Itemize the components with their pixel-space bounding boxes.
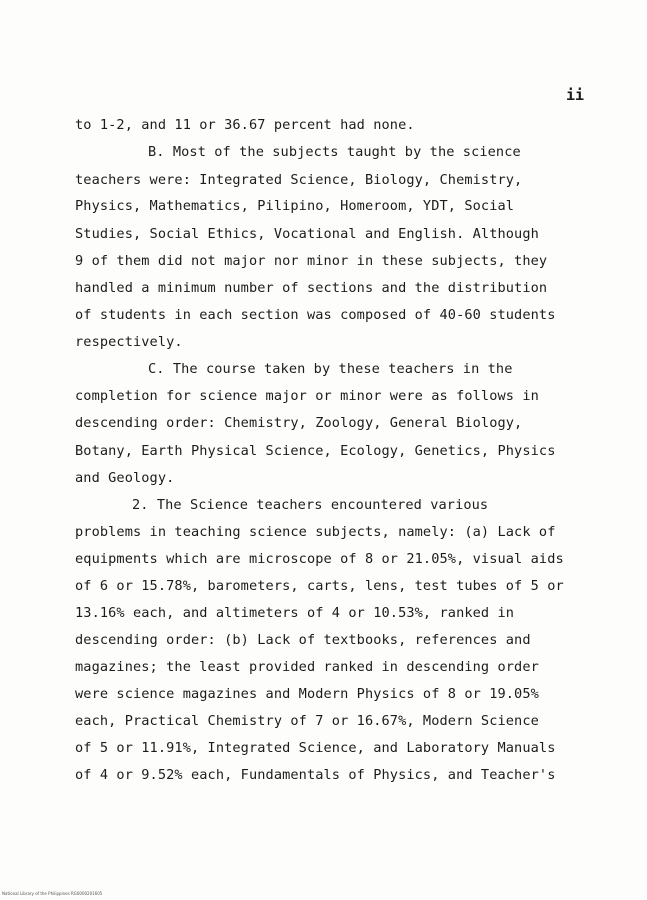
text-line: of 4 or 9.52% each, Fundamentals of Physics, and Teacher's <box>75 767 556 783</box>
text-line: of students in each section was composed of 40-60 students <box>75 307 556 323</box>
text-line: B. Most of the subjects taught by the science <box>148 144 521 160</box>
text-line: Studies, Social Ethics, Vocational and English. Although <box>75 226 539 242</box>
text-line: Physics, Mathematics, Pilipino, Homeroom, YDT, Social <box>75 198 515 214</box>
text-line: of 6 or 15.78%, barometers, carts, lens, test tubes of 5 or <box>75 578 564 594</box>
text-line: descending order: (b) Lack of textbooks, references and <box>75 632 531 648</box>
scan-footer: National Library of the Philippines RG0000201605 <box>2 891 103 896</box>
text-line: 9 of them did not major nor minor in these subjects, they <box>75 253 548 269</box>
text-line: to 1-2, and 11 or 36.67 percent had none. <box>75 117 415 133</box>
text-line: C. The course taken by these teachers in the <box>148 361 513 377</box>
text-line: descending order: Chemistry, Zoology, General Biology, <box>75 415 523 431</box>
page-number: ii <box>566 86 585 104</box>
text-line: were science magazines and Modern Physics of 8 or 19.05% <box>75 686 539 702</box>
text-line: each, Practical Chemistry of 7 or 16.67%, Modern Science <box>75 713 539 729</box>
text-line: and Geology. <box>75 470 175 486</box>
text-line: Botany, Earth Physical Science, Ecology, Genetics, Physics <box>75 443 556 459</box>
text-line: teachers were: Integrated Science, Biology, Chemistry, <box>75 172 523 188</box>
text-line: of 5 or 11.91%, Integrated Science, and Laboratory Manuals <box>75 740 556 756</box>
text-line: handled a minimum number of sections and the distribution <box>75 280 548 296</box>
text-line: 2. The Science teachers encountered various <box>132 497 489 513</box>
text-line: respectively. <box>75 334 183 350</box>
text-line: magazines; the least provided ranked in descending order <box>75 659 539 675</box>
text-line: problems in teaching science subjects, namely: (a) Lack of <box>75 524 556 540</box>
text-line: 13.16% each, and altimeters of 4 or 10.53%, ranked in <box>75 605 515 621</box>
text-line: equipments which are microscope of 8 or 21.05%, visual aids <box>75 551 564 567</box>
text-line: completion for science major or minor were as follows in <box>75 388 539 404</box>
